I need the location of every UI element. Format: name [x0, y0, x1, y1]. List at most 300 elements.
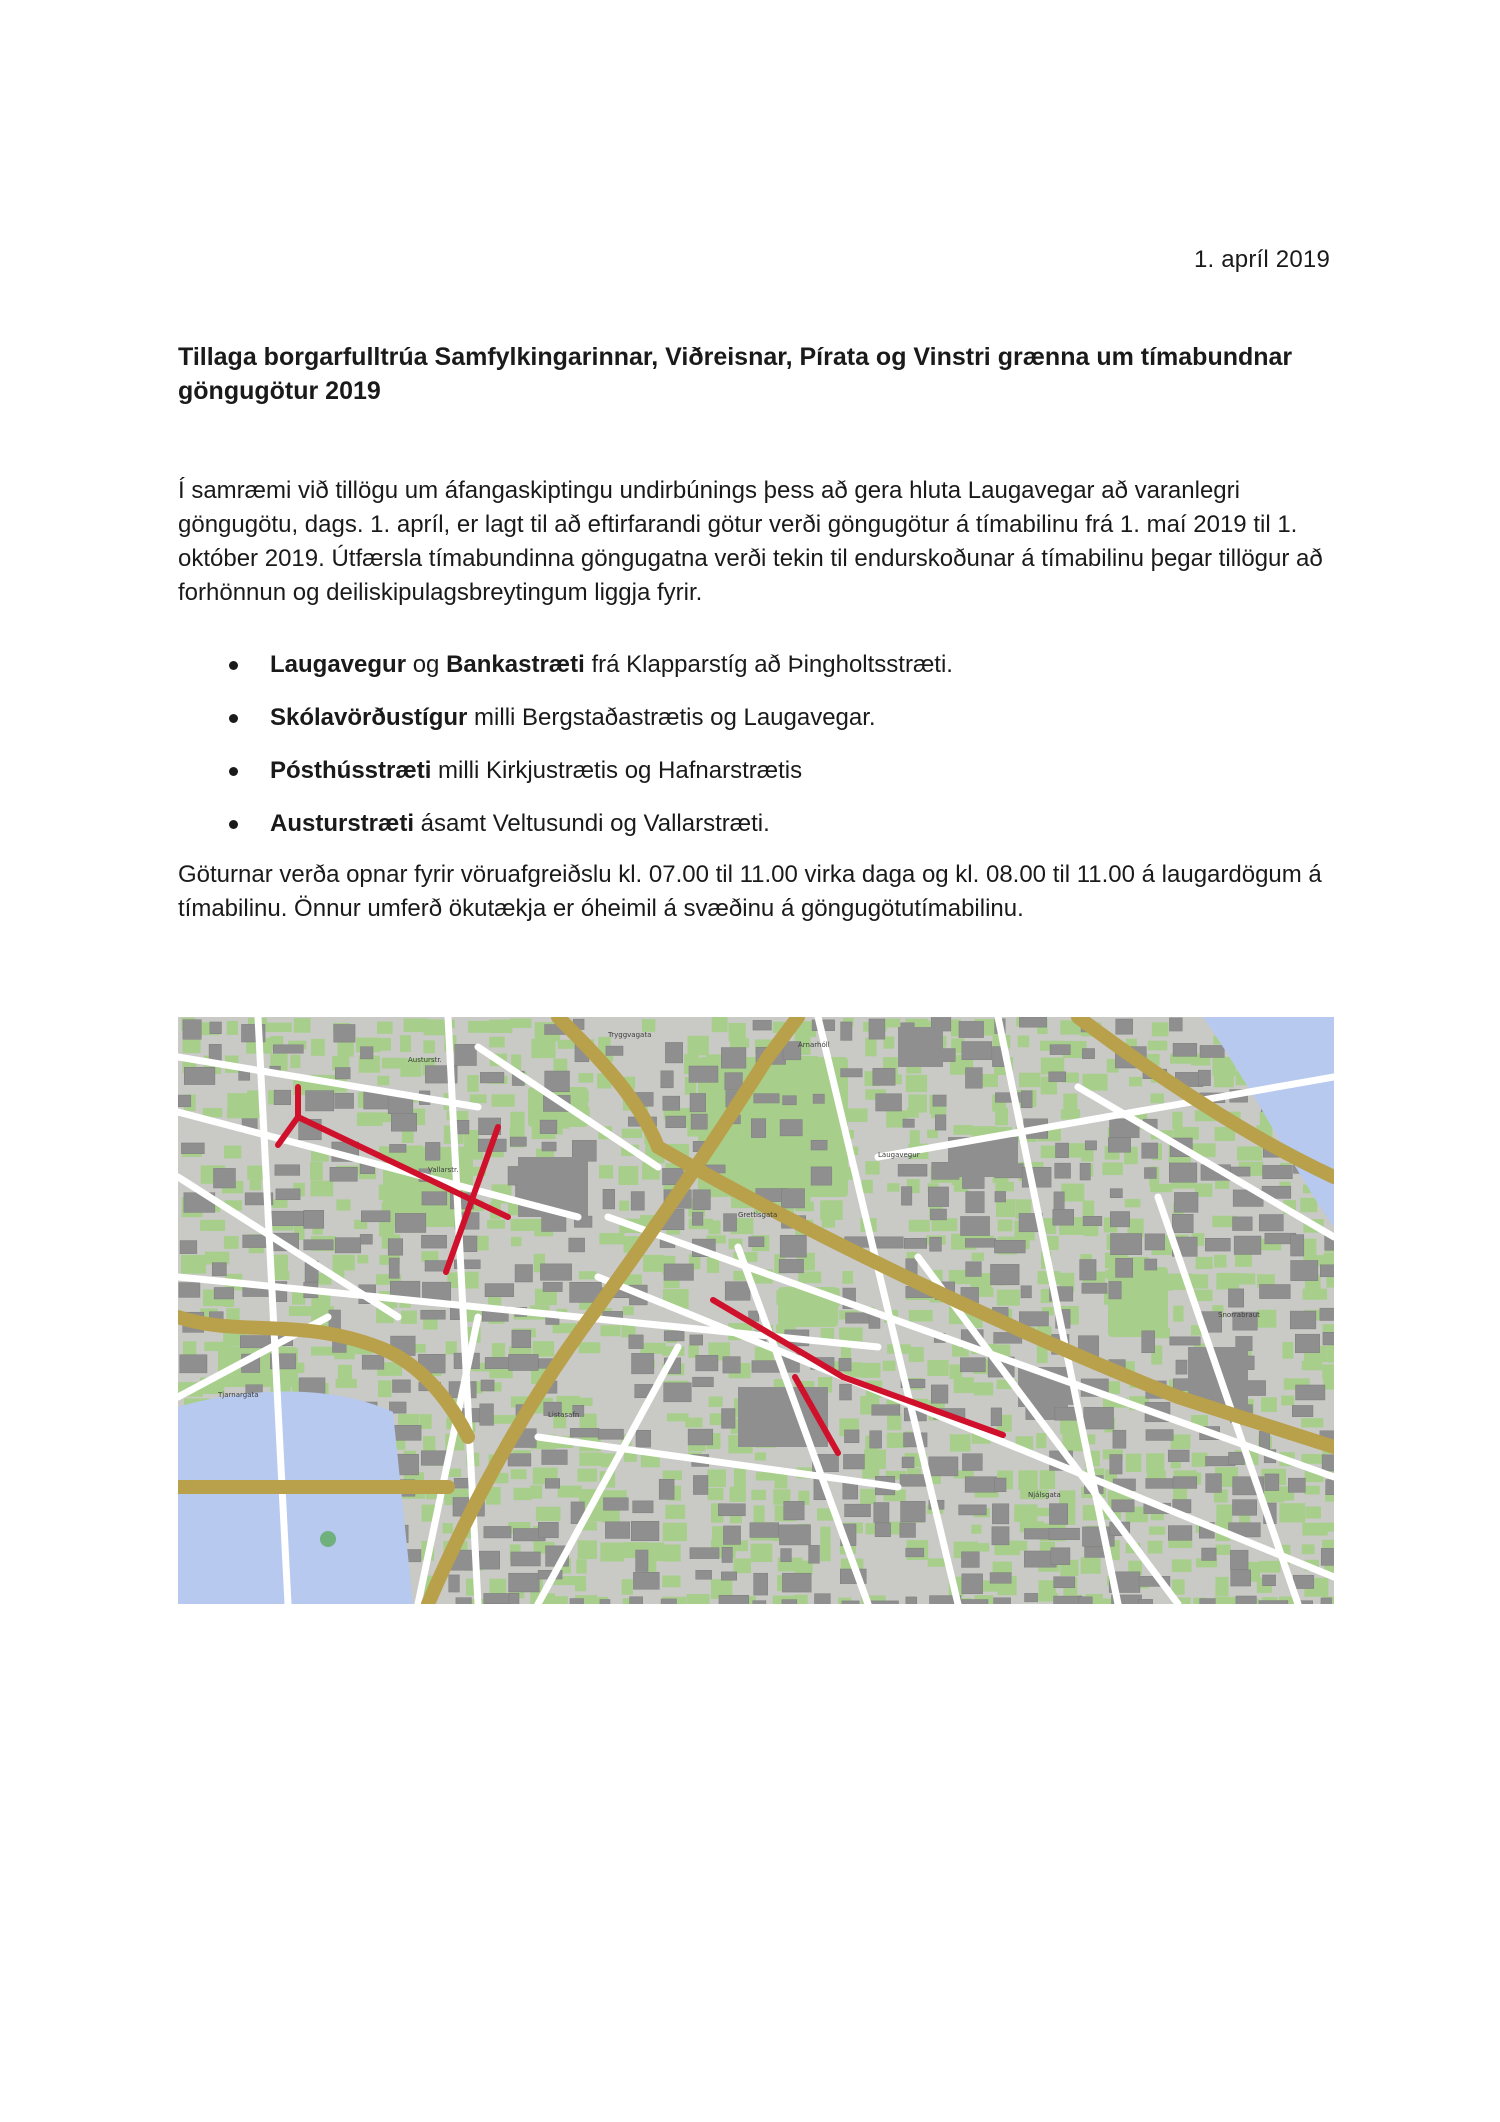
- building: [630, 1597, 643, 1604]
- green-patch: [600, 1543, 623, 1562]
- building: [965, 1238, 996, 1247]
- building: [508, 1454, 531, 1466]
- green-patch: [1300, 1198, 1317, 1212]
- building: [450, 1307, 460, 1320]
- building: [1146, 1479, 1173, 1489]
- building: [663, 1096, 680, 1110]
- building: [600, 1599, 610, 1604]
- green-patch: [622, 1579, 633, 1594]
- building: [753, 1020, 771, 1030]
- building: [1295, 1334, 1319, 1353]
- bullet-icon: [229, 820, 238, 829]
- green-patch: [755, 1452, 766, 1460]
- green-patch: [928, 1558, 947, 1566]
- green-patch: [224, 1236, 239, 1249]
- building: [422, 1282, 450, 1300]
- building: [1082, 1049, 1094, 1059]
- green-patch: [883, 1361, 896, 1371]
- street-extent: milli Kirkjustrætis og Hafnarstrætis: [431, 757, 803, 784]
- building: [509, 1573, 540, 1592]
- building: [962, 1042, 992, 1060]
- green-patch: [576, 1559, 586, 1573]
- green-patch: [1172, 1112, 1182, 1129]
- green-patch: [1018, 1470, 1037, 1490]
- green-patch: [1196, 1257, 1213, 1269]
- building: [636, 1430, 651, 1447]
- green-patch: [311, 1039, 325, 1056]
- building: [1021, 1091, 1032, 1108]
- building: [1110, 1233, 1141, 1254]
- green-patch: [1171, 1434, 1191, 1449]
- building: [721, 1572, 736, 1580]
- building: [723, 1357, 740, 1373]
- building: [1080, 1163, 1090, 1180]
- building: [1321, 1598, 1332, 1604]
- building: [898, 1164, 927, 1176]
- green-patch: [1215, 1577, 1228, 1596]
- green-patch: [310, 1162, 323, 1180]
- building: [480, 1072, 504, 1083]
- building: [569, 1238, 585, 1252]
- building: [392, 1380, 410, 1393]
- building: [1110, 1212, 1129, 1227]
- building: [991, 1408, 1002, 1426]
- building: [484, 1593, 512, 1603]
- green-patch: [1014, 1504, 1037, 1521]
- green-patch: [489, 1579, 506, 1594]
- building: [781, 1189, 804, 1208]
- building: [666, 1116, 686, 1128]
- building: [693, 1377, 714, 1387]
- building: [1049, 1072, 1066, 1082]
- building: [1172, 1214, 1193, 1232]
- green-patch: [1168, 1540, 1192, 1548]
- building: [929, 1457, 958, 1476]
- green-patch: [798, 1272, 821, 1284]
- building: [1138, 1599, 1152, 1604]
- building: [844, 1430, 859, 1443]
- building: [481, 1380, 494, 1391]
- green-patch: [579, 1271, 597, 1279]
- building: [990, 1573, 1011, 1584]
- building: [1200, 1045, 1224, 1057]
- green-patch: [1040, 1470, 1055, 1489]
- building: [388, 1239, 403, 1256]
- building: [1051, 1548, 1070, 1565]
- street-map: [178, 1017, 1334, 1604]
- green-patch: [536, 1507, 561, 1521]
- green-patch: [1102, 1162, 1122, 1175]
- building: [693, 1190, 711, 1210]
- building: [633, 1501, 653, 1513]
- building: [180, 1355, 207, 1373]
- building: [815, 1594, 831, 1604]
- green-patch: [707, 1470, 726, 1487]
- building: [1265, 1474, 1279, 1491]
- green-patch: [1302, 1544, 1315, 1554]
- green-patch: [909, 1347, 924, 1362]
- green-patch: [1149, 1526, 1165, 1534]
- building: [271, 1211, 303, 1226]
- building: [992, 1527, 1009, 1545]
- building: [995, 1191, 1006, 1202]
- green-patch: [864, 1450, 886, 1469]
- building: [664, 1264, 693, 1280]
- building: [696, 1355, 718, 1371]
- building: [966, 1192, 984, 1213]
- green-patch: [290, 1055, 300, 1068]
- green-patch: [754, 1505, 765, 1523]
- green-patch: [492, 1343, 505, 1359]
- building: [1202, 1548, 1217, 1560]
- building: [1263, 1575, 1276, 1586]
- green-patch: [1216, 1273, 1239, 1290]
- green-patch: [1279, 1503, 1305, 1522]
- building: [1321, 1548, 1334, 1565]
- building: [1288, 1478, 1305, 1492]
- building: [961, 1552, 979, 1568]
- green-patch: [378, 1380, 392, 1397]
- building: [1263, 1165, 1293, 1178]
- bullet-icon: [229, 661, 238, 670]
- building: [928, 1187, 948, 1207]
- green-patch: [709, 1396, 723, 1407]
- green-patch: [336, 1199, 350, 1210]
- building: [479, 1551, 500, 1569]
- green-patch: [730, 1038, 749, 1047]
- green-patch: [1061, 1109, 1080, 1119]
- green-patch: [839, 1327, 863, 1341]
- green-patch: [1152, 1022, 1169, 1036]
- building: [664, 1383, 692, 1402]
- building: [183, 1020, 201, 1040]
- map-street-label: Austurstr.: [408, 1056, 442, 1064]
- building: [1116, 1019, 1133, 1034]
- building: [1230, 1550, 1248, 1569]
- building: [1290, 1311, 1316, 1329]
- green-patch: [510, 1112, 524, 1131]
- green-patch: [1172, 1559, 1192, 1572]
- green-patch: [336, 1379, 357, 1388]
- green-patch: [860, 1489, 876, 1504]
- street-name: Skólavörðustígur: [270, 704, 468, 731]
- building: [843, 1454, 864, 1469]
- building: [511, 1552, 541, 1566]
- building: [178, 1095, 191, 1107]
- green-patch: [289, 1306, 313, 1316]
- building: [903, 1119, 914, 1127]
- building: [184, 1067, 215, 1084]
- building: [1168, 1526, 1192, 1541]
- green-patch: [357, 1112, 383, 1126]
- building: [606, 1046, 623, 1055]
- building: [784, 1501, 804, 1520]
- building: [1113, 1430, 1126, 1448]
- building: [872, 1237, 904, 1248]
- building: [1229, 1452, 1245, 1464]
- building: [510, 1137, 526, 1146]
- green-patch: [1015, 1541, 1027, 1551]
- green-patch: [1192, 1453, 1208, 1467]
- green-patch: [579, 1398, 592, 1406]
- street-extent: frá Klapparstíg að Þingholtsstræti.: [584, 651, 953, 678]
- building: [906, 1597, 917, 1604]
- green-patch: [730, 1487, 746, 1502]
- building: [840, 1384, 852, 1400]
- green-patch: [247, 1090, 259, 1108]
- building: [389, 1402, 406, 1413]
- building: [480, 1404, 494, 1425]
- building: [691, 1114, 707, 1129]
- building: [1174, 1192, 1198, 1212]
- building: [665, 1042, 682, 1062]
- green-patch: [1216, 1505, 1232, 1523]
- building: [664, 1331, 684, 1341]
- building: [869, 1019, 885, 1039]
- building: [1232, 1500, 1256, 1516]
- building: [304, 1240, 333, 1250]
- building: [1292, 1405, 1313, 1416]
- green-patch: [663, 1523, 687, 1541]
- green-patch: [1192, 1274, 1208, 1288]
- green-patch: [553, 1596, 568, 1604]
- building: [901, 1501, 926, 1522]
- green-patch: [332, 1255, 354, 1271]
- green-patch: [751, 1490, 766, 1500]
- building: [779, 1525, 810, 1545]
- building: [1056, 1143, 1069, 1158]
- building: [1084, 1407, 1114, 1429]
- green-patch: [1282, 1342, 1293, 1359]
- green-patch: [640, 1343, 666, 1354]
- building: [688, 1429, 713, 1445]
- green-patch: [200, 1220, 225, 1231]
- building: [725, 1073, 743, 1090]
- green-patch: [820, 1527, 830, 1546]
- building: [543, 1282, 562, 1291]
- building: [540, 1264, 571, 1280]
- building: [395, 1213, 425, 1232]
- building: [906, 1548, 924, 1557]
- building: [179, 1283, 200, 1298]
- map-street-label: Vallarstr.: [428, 1166, 459, 1174]
- street-name: Austurstræti: [270, 810, 415, 837]
- green-patch: [862, 1180, 873, 1193]
- green-patch: [357, 1255, 368, 1264]
- street-extent: ásamt Veltusundi og Vallarstræti.: [414, 810, 770, 837]
- building: [335, 1093, 354, 1108]
- green-patch: [1216, 1545, 1231, 1555]
- green-patch: [734, 1558, 751, 1573]
- building: [723, 1526, 740, 1545]
- building: [959, 1505, 987, 1515]
- building: [636, 1550, 648, 1571]
- building: [1173, 1477, 1197, 1489]
- map-street-label: Listasafn: [548, 1411, 580, 1419]
- building: [1078, 1597, 1092, 1604]
- green-patch: [1261, 1397, 1277, 1412]
- green-patch: [420, 1414, 432, 1429]
- building: [1108, 1138, 1130, 1153]
- green-patch: [400, 1035, 411, 1052]
- building: [545, 1479, 559, 1489]
- building: [1054, 1596, 1082, 1604]
- building: [512, 1330, 531, 1348]
- green-patch: [377, 1022, 393, 1034]
- building: [1169, 1163, 1197, 1182]
- green-patch: [1146, 1453, 1164, 1472]
- green-patch: [1215, 1181, 1229, 1189]
- green-patch: [1081, 1557, 1101, 1573]
- building: [724, 1214, 737, 1232]
- building: [992, 1504, 1009, 1524]
- building: [1021, 1286, 1031, 1298]
- building: [1236, 1596, 1256, 1604]
- building: [1142, 1143, 1158, 1158]
- building: [485, 1284, 514, 1297]
- green-patch: [688, 1036, 709, 1056]
- green-patch: [618, 1166, 638, 1185]
- green-patch: [998, 1219, 1013, 1231]
- building: [1019, 1017, 1046, 1027]
- green-patch: [377, 1076, 389, 1085]
- list-item: [178, 648, 1278, 701]
- document-title: Tillaga borgarfulltrúa Samfylkingarinnar, Viðreisnar, Pírata og Vinstri grænna um tímabundnar göngugötur 2019: [178, 343, 1293, 405]
- green-patch: [1214, 1073, 1234, 1088]
- green-patch: [907, 1107, 919, 1117]
- green-patch: [1148, 1041, 1168, 1051]
- building: [181, 1143, 204, 1154]
- building: [1049, 1504, 1067, 1525]
- green-patch: [927, 1360, 948, 1376]
- green-patch: [1259, 1561, 1280, 1573]
- building: [631, 1192, 644, 1211]
- building: [811, 1167, 832, 1185]
- building: [1234, 1236, 1261, 1254]
- building: [725, 1282, 750, 1301]
- building: [1109, 1281, 1121, 1298]
- building: [629, 1335, 643, 1349]
- building: [362, 1355, 384, 1369]
- building: [274, 1090, 291, 1105]
- green-patch: [953, 1125, 972, 1135]
- green-patch: [909, 1310, 933, 1322]
- green-patch: [487, 1220, 505, 1229]
- building: [240, 1336, 267, 1348]
- green-patch: [1302, 1361, 1323, 1370]
- building: [962, 1454, 982, 1471]
- green-patch: [492, 1094, 515, 1107]
- building: [1231, 1570, 1251, 1586]
- building: [1142, 1331, 1155, 1353]
- green-patch: [599, 1233, 624, 1244]
- green-patch: [271, 1199, 287, 1208]
- street-name: Pósthússtræti: [270, 757, 432, 784]
- green-patch: [887, 1183, 899, 1191]
- building: [422, 1192, 447, 1205]
- green-patch: [887, 1413, 901, 1430]
- building: [872, 1405, 900, 1416]
- building: [1259, 1601, 1288, 1604]
- building: [1228, 1289, 1243, 1307]
- building: [570, 1599, 584, 1604]
- green-patch: [442, 1523, 452, 1533]
- green-patch: [643, 1255, 664, 1272]
- green-patch: [599, 1165, 613, 1178]
- building: [875, 1523, 891, 1537]
- building: [456, 1598, 472, 1604]
- green-patch: [1325, 1523, 1334, 1532]
- building: [960, 1358, 985, 1372]
- green-patch: [577, 1469, 597, 1482]
- building: [782, 1573, 811, 1592]
- building: [721, 1048, 746, 1069]
- building: [1176, 1360, 1187, 1374]
- building: [1259, 1284, 1290, 1298]
- building: [631, 1521, 659, 1541]
- building: [1145, 1259, 1157, 1270]
- green-patch: [1302, 1523, 1327, 1536]
- list-item: [178, 754, 1278, 807]
- green-patch: [513, 1488, 531, 1500]
- green-patch: [1301, 1418, 1323, 1427]
- green-patch: [489, 1037, 505, 1048]
- building: [1322, 1455, 1334, 1471]
- building: [718, 1504, 745, 1516]
- building: [659, 1479, 674, 1499]
- building: [421, 1310, 446, 1319]
- building: [1170, 1337, 1200, 1345]
- green-patch: [1019, 1073, 1040, 1087]
- building: [722, 1409, 735, 1429]
- building: [931, 1385, 948, 1403]
- bullet-icon: [229, 714, 238, 723]
- building: [1083, 1216, 1102, 1225]
- green-patch: [712, 1017, 728, 1032]
- building: [509, 1354, 539, 1370]
- building: [904, 1238, 927, 1248]
- green-patch: [183, 1040, 201, 1053]
- building: [421, 1235, 446, 1248]
- green-patch: [600, 1325, 620, 1336]
- building: [180, 1241, 197, 1254]
- building: [1055, 1163, 1071, 1178]
- building: [603, 1498, 628, 1510]
- building: [781, 1549, 792, 1562]
- green-patch: [575, 1576, 586, 1591]
- building: [962, 1574, 983, 1594]
- building: [994, 1240, 1025, 1253]
- building: [603, 1189, 615, 1209]
- building: [782, 1600, 797, 1604]
- building: [1200, 1599, 1216, 1604]
- green-patch: [1322, 1364, 1334, 1379]
- building: [751, 1119, 765, 1138]
- green-patch: [751, 1544, 773, 1562]
- green-patch: [1174, 1127, 1199, 1140]
- building: [1293, 1575, 1314, 1588]
- building: [360, 1234, 372, 1244]
- green-patch: [464, 1272, 479, 1289]
- green-patch: [423, 1040, 435, 1053]
- building: [783, 1096, 797, 1105]
- building: [902, 1457, 914, 1468]
- building: [754, 1094, 779, 1103]
- list-item: [178, 701, 1278, 754]
- building: [661, 1599, 676, 1604]
- green-patch: [972, 1543, 989, 1551]
- green-patch: [820, 1543, 831, 1561]
